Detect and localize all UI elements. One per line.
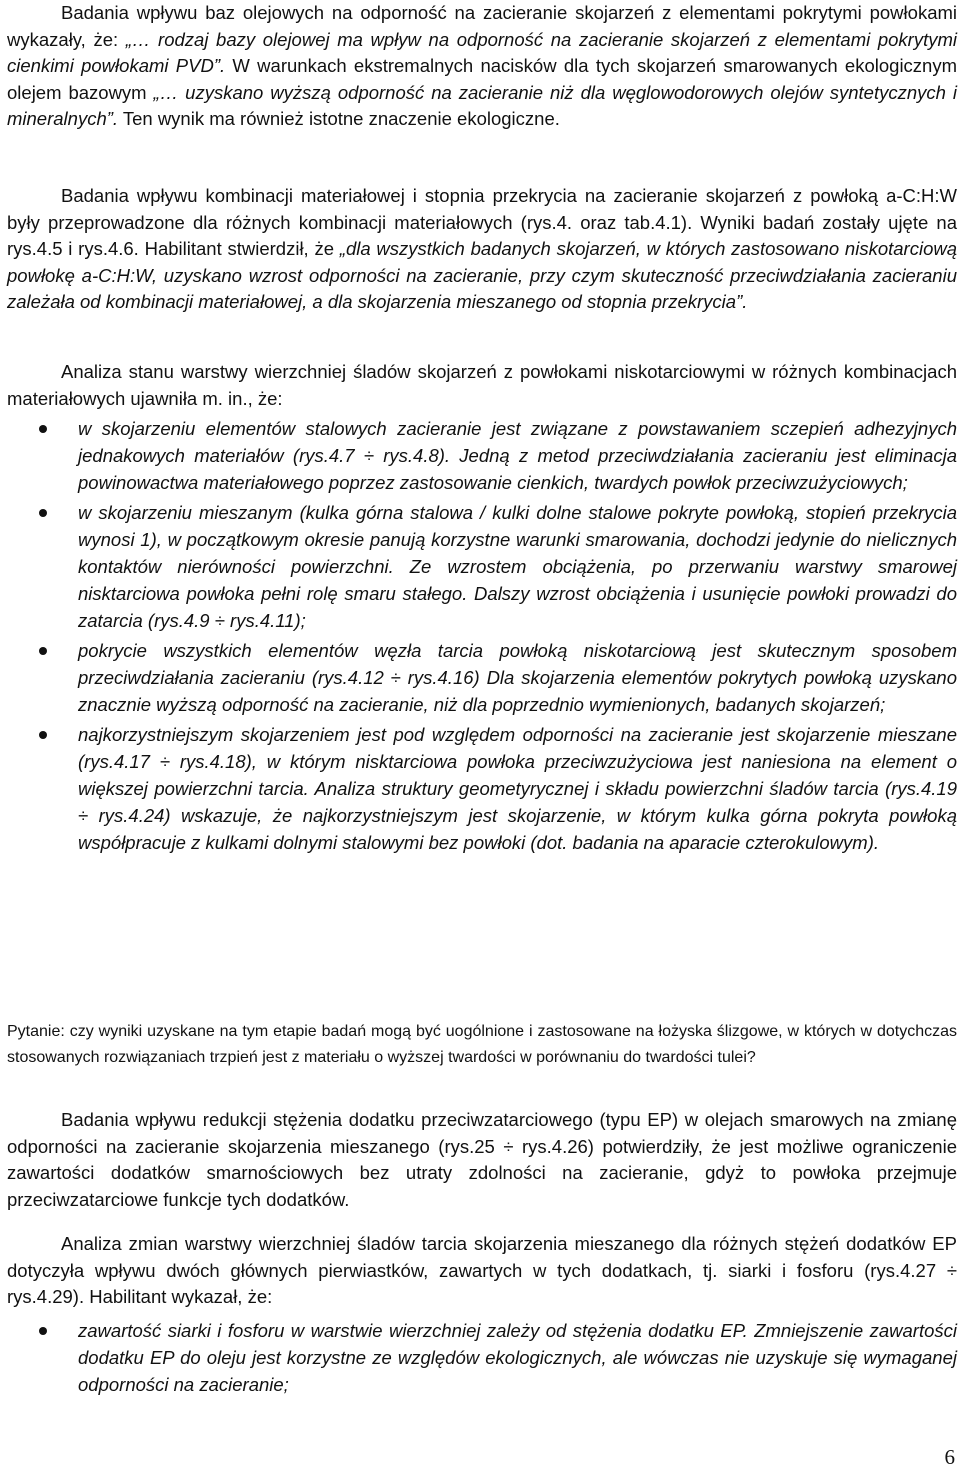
paragraph-material-combination <box>7 183 957 316</box>
list-item-text: najkorzystniejszym skojarzeniem jest pod względem odporności na zacieranie jest skojarzenie mieszane (rys.4.17 ÷ rys.4.18), w którym nisktarciowa powłoka przeciwzużyciowa jest naniesiona na element o większej powierzchni tarcia. Analiza struktury geometyrycznej i składu powierzchni śladów tarcia (rys.4.19 ÷ rys.4.24) wskazuje, że najkorzystniejszym jest skojarzenie, w którym kulka górna pokryta powłoką współpracuje z kulkami dolnymi stalowymi bez powłoki (dot. badania na aparacie czterokulowym). <box>78 724 957 853</box>
p2-lead: Badania wpływu kombinacji materiałowej i stopnia przekrycia na zacieranie skojarzeń z powłoką a-C:H:W były przeprowadzone dla różnych kombinacji materiałowych (rys.4. oraz tab.4.1). Wyniki badań zostały ujęte na rys.4.5 i rys.4.6. Habilitant stwierdził, że <box>7 185 957 259</box>
paragraph-oil-bases <box>7 0 957 133</box>
list-item <box>0 415 957 496</box>
list-item <box>0 1317 957 1398</box>
bullet-icon <box>39 647 47 655</box>
list-item-text: zawartość siarki i fosforu w warstwie wierzchniej zależy od stężenia dodatku EP. Zmniejszenie zawartości dodatku EP do oleju jest korzystne ze względów ekologicznych, ale wówczas nie uzyskuje się wymaganej odporności na zacieranie; <box>78 1320 957 1395</box>
findings-list-1 <box>0 415 960 856</box>
bullet-icon <box>39 731 47 739</box>
p1-quote-2: „… uzyskano wyższą odporność na zacieranie niż dla węglowodorowych olejów syntetycznych i mineralnych”. <box>7 81 957 129</box>
paragraph-surface-layer-analysis: Analiza stanu warstwy wierzchniej śladów skojarzeń z powłokami niskotarciowymi w różnych kombinacjach materiałowych ujawniła m. in., że: <box>7 361 957 409</box>
page-number: 6 <box>944 1445 955 1469</box>
list-item-text: pokrycie wszystkich elementów węzła tarcia powłoką niskotarciową jest skutecznym sposobem przeciwdziałania zacieraniu (rys.4.12 ÷ rys.4.16) Dla skojarzenia elementów pokrytych powłoką uzyskano znacznie wyższą odporność na zacieranie, niż dla poprzednio wymienionych, badanych skojarzeń; <box>78 640 957 715</box>
p1-quote-1: „… rodzaj bazy olejowej ma wpływ na odporność na zacieranie skojarzeń z elementami pokrytymi cienkimi powłokami PVD”. <box>7 28 957 76</box>
list-item-text: w skojarzeniu elementów stalowych zacieranie jest związane z powstawaniem sczepień adhezyjnych jednakowych materiałów (rys.4.7 ÷ rys.4.8). Jedną z metod przeciwdziałania zacieraniu jest eliminacja powinowactwa materiałowego poprzez zastosowanie cienkich, twardych powłok przeciwzużyciowych; <box>78 418 957 493</box>
list-item-text: w skojarzeniu mieszanym (kulka górna stalowa / kulki dolne stalowe pokryte powłoką, stopień przekrycia wynosi 1), w początkowym okresie panują korzystne warunki smarowania, dochodzi jedynie do nielicznych kontaktów nierówności powierzchni. Ze wzrostem obciążenia, po przerwaniu warstwy smarowej nisktarciowa powłoka pełni rolę smaru stałego. Dalszy wzrost obciążenia i usunięcie powłoki prowadzi do zatarcia (rys.4.9 ÷ rys.4.11); <box>78 502 957 631</box>
list-item <box>0 499 957 634</box>
bullet-icon <box>39 509 47 517</box>
list-item <box>0 637 957 718</box>
bullet-icon <box>39 425 47 433</box>
paragraph-ep-additive: Badania wpływu redukcji stężenia dodatku przeciwzatarciowego (typu EP) w olejach smarowych na zmianę odporności na zacieranie skojarzenia mieszanego (rys.25 ÷ rys.4.26) potwierdziły, że jest możliwe ograniczenie zawartości dodatków smarnościowych bez utraty zdolności na zacieranie, gdyż to powłoka przejmuje przeciwzatarciowe funkcje tych dodatków. <box>7 1109 957 1210</box>
reviewer-question: Pytanie: czy wyniki uzyskane na tym etapie badań mogą być uogólnione i zastosowane na łożyska ślizgowe, w których w dotychczas stosowanych rozwiązaniach trzpień jest z materiału o wyższej twardości w porównaniu do twardości tulei? <box>7 1023 957 1066</box>
paragraph-ep-elements: Analiza zmian warstwy wierzchniej śladów tarcia skojarzenia mieszanego dla różnych stężeń dodatków EP dotyczyła wpływu dwóch głównych pierwiastków, zawartych w tych dodatkach, tj. siarki i fosforu (rys.4.27 ÷ rys.4.29). Habilitant wykazał, że: <box>7 1233 957 1307</box>
list-item <box>0 721 957 856</box>
bullet-icon <box>39 1327 47 1335</box>
findings-list-2 <box>0 1317 960 1398</box>
p1-tail: Ten wynik ma również istotne znaczenie ekologiczne. <box>118 108 560 129</box>
p2-quote: „dla wszystkich badanych skojarzeń, w których zastosowano niskotarciową powłokę a-C:H:W, uzyskano wzrost odporności na zacieranie, przy czym skuteczność przeciwdziałania zacieraniu zależała od kombinacji materiałowej, a dla skojarzenia mieszanego od stopnia przekrycia”. <box>7 238 958 312</box>
p1-mid: W warunkach ekstremalnych nacisków dla tych skojarzeń smarowanych ekologicznym olejem bazowym <box>7 55 958 103</box>
p1-lead: Badania wpływu baz olejowych na odporność na zacieranie skojarzeń z elementami pokrytymi powłokami wykazały, że: <box>7 2 957 50</box>
